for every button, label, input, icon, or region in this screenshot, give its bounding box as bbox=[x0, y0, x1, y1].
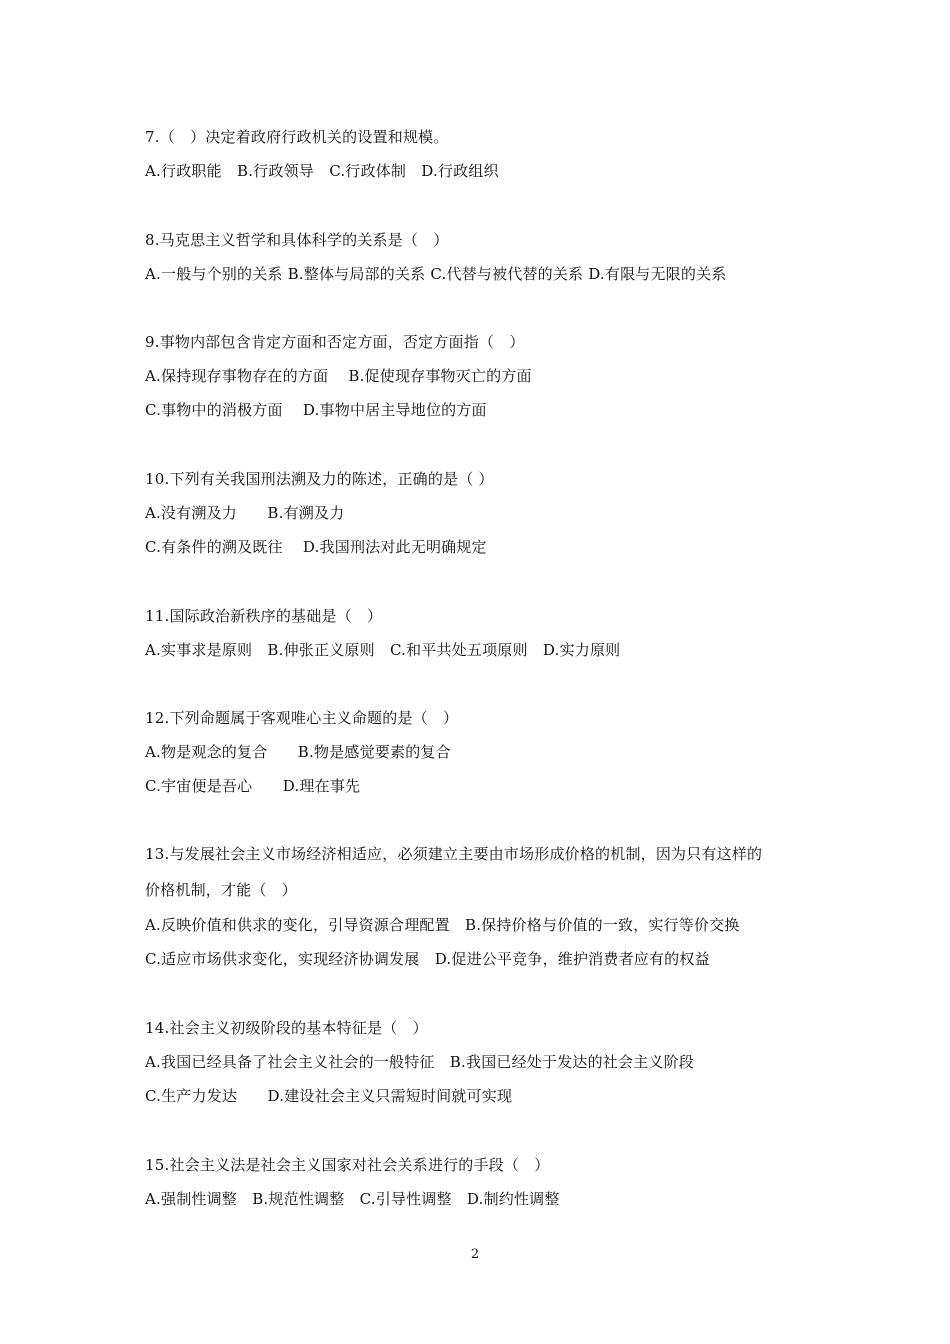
question-stem: 10.下列有关我国刑法溯及力的陈述，正确的是（ ） bbox=[145, 470, 494, 488]
question-11 bbox=[145, 599, 825, 667]
question-10 bbox=[145, 462, 825, 564]
question-stem: 8.马克思主义哲学和具体科学的关系是（ ） bbox=[145, 231, 449, 249]
question-stem: 12.下列命题属于客观唯心主义命题的是（ ） bbox=[145, 709, 459, 727]
question-13 bbox=[145, 836, 825, 976]
question-stem: 15.社会主义法是社会主义国家对社会关系进行的手段（ ） bbox=[145, 1156, 550, 1174]
question-9 bbox=[145, 325, 825, 427]
question-options: C.生产力发达 D.建设社会主义只需短时间就可实现 bbox=[145, 1087, 513, 1105]
question-options: A.行政职能 B.行政领导 C.行政体制 D.行政组织 bbox=[145, 162, 499, 180]
question-14 bbox=[145, 1011, 825, 1113]
question-options: A.我国已经具备了社会主义社会的一般特征 B.我国已经处于发达的社会主义阶段 bbox=[145, 1053, 694, 1071]
question-options: C.宇宙便是吾心 D.理在事先 bbox=[145, 777, 361, 795]
question-12 bbox=[145, 701, 825, 803]
question-stem: 11.国际政治新秩序的基础是（ ） bbox=[145, 607, 383, 625]
question-options: A.一般与个别的关系 B.整体与局部的关系 C.代替与被代替的关系 D.有限与无限的关系 bbox=[145, 265, 727, 283]
question-stem-continued: 价格机制，才能（ ） bbox=[145, 881, 298, 899]
question-options: C.有条件的溯及既往 D.我国刑法对此无明确规定 bbox=[145, 538, 487, 556]
page-number: 2 bbox=[470, 1247, 480, 1262]
question-options: A.实事求是原则 B.伸张正义原则 C.和平共处五项原则 D.实力原则 bbox=[145, 641, 621, 659]
question-15 bbox=[145, 1148, 825, 1216]
question-options: C.事物中的消极方面 D.事物中居主导地位的方面 bbox=[145, 401, 487, 419]
question-stem: 7.（ ）决定着政府行政机关的设置和规模。 bbox=[145, 128, 449, 146]
question-options: A.保持现存事物存在的方面 B.促使现存事物灭亡的方面 bbox=[145, 367, 532, 385]
question-stem: 13.与发展社会主义市场经济相适应，必须建立主要由市场形成价格的机制，因为只有这样的 bbox=[145, 845, 763, 863]
question-7 bbox=[145, 120, 825, 188]
question-options: A.没有溯及力 B.有溯及力 bbox=[145, 504, 345, 522]
question-options: A.物是观念的复合 B.物是感觉要素的复合 bbox=[145, 743, 451, 761]
question-options: C.适应市场供求变化，实现经济协调发展 D.促进公平竞争，维护消费者应有的权益 bbox=[145, 950, 710, 968]
question-options: A.强制性调整 B.规范性调整 C.引导性调整 D.制约性调整 bbox=[145, 1190, 560, 1208]
question-options: A.反映价值和供求的变化，引导资源合理配置 B.保持价格与价值的一致，实行等价交换 bbox=[145, 916, 740, 934]
question-8 bbox=[145, 223, 825, 291]
question-stem: 14.社会主义初级阶段的基本特征是（ ） bbox=[145, 1019, 428, 1037]
question-stem: 9.事物内部包含肯定方面和否定方面，否定方面指（ ） bbox=[145, 333, 525, 351]
